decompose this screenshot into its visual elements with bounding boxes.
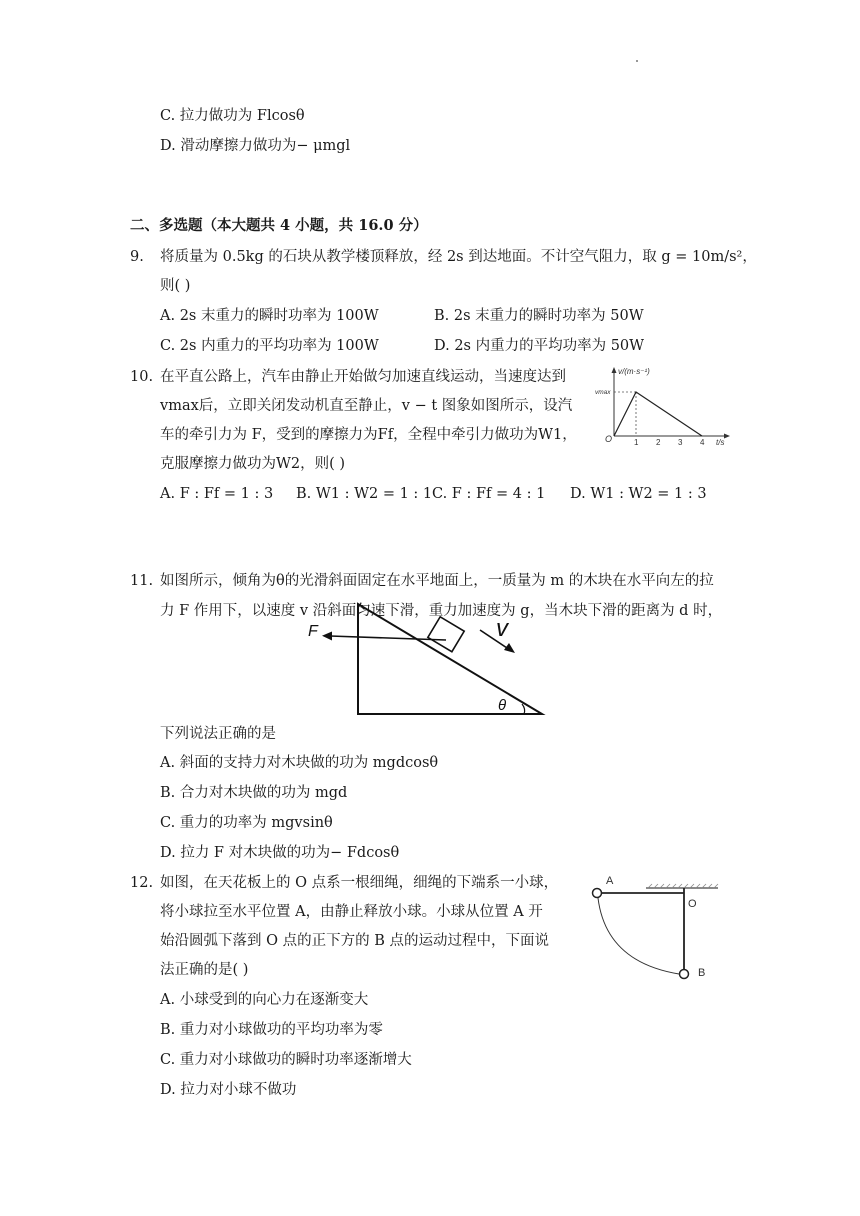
angle-theta-label: θ: [498, 697, 507, 714]
q9-stem-line1: 将质量为 0.5kg 的石块从教学楼顶释放，经 2s 到达地面。不计空气阻力，取 g = 10m/s²，: [160, 249, 757, 265]
q9-option-a: A. 2s 末重力的瞬时功率为 100W: [160, 308, 379, 324]
q11-number: 11.: [130, 573, 154, 589]
circular-arc-path: [598, 898, 679, 974]
q10-stem-line3: 车的牵引力为 F，受到的摩擦力为Ff，全程中牵引力做功为W1，: [160, 427, 577, 443]
force-f-label: F: [308, 623, 318, 640]
q11-option-a: A. 斜面的支持力对木块做的功为 mgdcosθ: [160, 755, 439, 771]
q8-option-d: D. 滑动摩擦力做功为− μmgl: [160, 138, 351, 154]
q12-stem-line1: 如图，在天花板上的 O 点系一根细绳，细绳的下端系一小球，: [160, 875, 559, 891]
q10-option-c: C. F : Ff = 4 : 1: [432, 486, 546, 502]
ball-at-a: [593, 889, 602, 898]
incline-triangle: [358, 604, 542, 714]
q10-option-a: A. F : Ff = 1 : 3: [160, 486, 274, 502]
q10-number: 10.: [130, 369, 154, 385]
q12-stem-line3: 始沿圆弧下落到 O 点的正下方的 B 点的运动过程中，下面说: [160, 933, 549, 949]
q9-option-c: C. 2s 内重力的平均功率为 100W: [160, 338, 379, 354]
graph-y-label: v/(m·s⁻¹): [618, 367, 650, 376]
q12-option-d: D. 拉力对小球不做功: [160, 1082, 297, 1098]
section-heading: 二、多选题（本大题共 4 小题，共 16.0 分）: [130, 217, 428, 234]
graph-origin-label: O: [605, 434, 613, 444]
q12-number: 12.: [130, 875, 154, 891]
q10-stem-line2: vmax后，立即关闭发动机直至静止，v − t 图象如图所示，设汽: [160, 398, 573, 414]
graph-tick-2: 2: [656, 438, 661, 447]
q12-pendulum-diagram: [584, 866, 724, 986]
wood-block: [428, 617, 464, 652]
force-f-arrowhead: [322, 632, 332, 641]
q12-option-a: A. 小球受到的向心力在逐渐变大: [160, 992, 369, 1008]
q11-stem-line1: 如图所示，倾角为θ的光滑斜面固定在水平地面上，一质量为 m 的木块在水平向左的拉: [160, 573, 714, 589]
velocity-arrowhead: [504, 643, 515, 653]
graph-tick-4: 4: [700, 438, 705, 447]
point-a-label: A: [606, 875, 614, 887]
q9-number: 9.: [130, 249, 144, 265]
q10-option-d: D. W1 : W2 = 1 : 3: [570, 486, 707, 502]
graph-tick-1: 1: [634, 438, 639, 447]
q12-stem-line2: 将小球拉至水平位置 A，由静止释放小球。小球从位置 A 开: [160, 904, 543, 920]
q10-option-b: B. W1 : W2 = 1 : 1: [296, 486, 433, 502]
q11-incline-diagram: [300, 596, 560, 720]
point-b-label: B: [698, 967, 706, 979]
q11-option-b: B. 合力对木块做的功为 mgd: [160, 785, 348, 801]
graph-y-arrow: [612, 367, 617, 373]
graph-x-label: t/s: [716, 438, 725, 447]
velocity-label: v: [496, 615, 508, 642]
q12-option-c: C. 重力对小球做功的瞬时功率逐渐增大: [160, 1052, 412, 1068]
q9-option-d: D. 2s 内重力的平均功率为 50W: [434, 338, 645, 354]
q10-stem-line1: 在平直公路上，汽车由静止开始做匀加速直线运动，当速度达到: [160, 369, 566, 385]
q12-stem-line4: 法正确的是( ): [160, 962, 249, 978]
graph-tick-3: 3: [678, 438, 683, 447]
q12-option-b: B. 重力对小球做功的平均功率为零: [160, 1022, 383, 1038]
graph-vmax-label: vmax: [595, 389, 611, 396]
graph-x-arrow: [724, 434, 730, 439]
page-mark: [636, 60, 638, 62]
ball-at-b: [680, 970, 689, 979]
q9-stem-line2: 则( ): [160, 278, 191, 294]
angle-arc: [522, 704, 525, 714]
q10-vt-graph: [592, 364, 734, 448]
q11-option-d: D. 拉力 F 对木块做的功为− Fdcosθ: [160, 845, 400, 861]
q11-stem-line2: 力 F 作用下，以速度 v 沿斜面匀速下滑，重力加速度为 g，当木块下滑的距离为 d 时，: [160, 603, 723, 619]
point-o-label: O: [688, 898, 697, 910]
q11-stem-line3: 下列说法正确的是: [160, 726, 276, 742]
q9-option-b: B. 2s 末重力的瞬时功率为 50W: [434, 308, 644, 324]
q11-option-c: C. 重力的功率为 mgvsinθ: [160, 815, 333, 831]
q10-stem-line4: 克服摩擦力做功为W2，则( ): [160, 456, 346, 472]
graph-vt-line: [614, 392, 702, 436]
q8-option-c: C. 拉力做功为 Flcosθ: [160, 108, 305, 124]
